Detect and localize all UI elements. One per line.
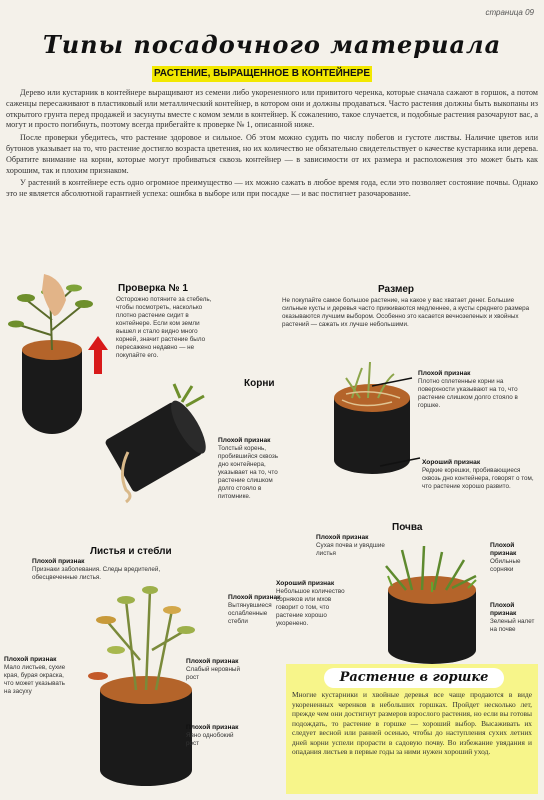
page-number: страница 09 — [485, 8, 534, 17]
roots-bad-left-text: Толстый корень, пробившийся сквозь дно контейнера, указывает на то, что растение слишком долго стояло в питомнике. — [218, 445, 279, 500]
size-heading: Размер — [378, 284, 415, 295]
leaves-bad3-note — [186, 658, 250, 682]
roots-bad-right-label: Плохой признак — [418, 370, 471, 377]
intro-text — [6, 88, 538, 202]
potted-plant-text: Многие кустарники и хвойные деревья все чаще продаются в виде укорененных черенков в небольших горшках. Пройдет несколько лет, прежде чем они достигнут размеров взрослого растения, но если вы готовы подождать, то растение в горшке — хороший выбор. Высаживать их следует весной или ранней осенью, чтобы до наступления сухих летних дней корни успели прорасти в садовую почву. Во избежание увядания и опадания листьев в первые годы за ними нужен хороший уход. — [292, 690, 532, 756]
leaves-bad4-label: Плохой признак — [4, 656, 57, 663]
leaves-bad3-label: Плохой признак — [186, 658, 239, 665]
roots-bad-right-note — [418, 370, 538, 410]
size-text: Не покупайте самое большое растение, на какое у вас хватает денег. Большие сильные кусты и деревья часто приживаются медленнее, а кусты среднего размера оказываются лучшим выбором. Особенно это касается вечнозеленых и хвойных растений — сажать их лучше небольшими. — [282, 297, 530, 328]
soil-bad2-text: Обильные сорняки — [490, 558, 521, 573]
leaves-heading: Листья и стебли — [90, 546, 172, 557]
leaves-plant-illustration — [76, 580, 226, 790]
roots-bad-left-label: Плохой признак — [218, 437, 271, 444]
leaves-bad2-label: Плохой признак — [228, 594, 281, 601]
intro-paragraph: После проверки убедитесь, что растение здоровое и сильное. Об этом можно судить по числу побегов и густоте листвы. Наличие цветов или бутонов указывает на то, что растение достигло возраста цветения, но их количество не обязательно свидетельствует о качестве кустарника или дерева. Обратите внимание на корни, которые могут пробиваться сквозь контейнер — в зависимости от их размера и расположения это может быть как хорошим, так и плохим признаком. — [6, 133, 538, 175]
soil-bad2-label: Плохой признак — [490, 542, 517, 557]
roots-good-text: Редкие корешки, пробивающиеся сквозь дно контейнера, говорят о том, что растение хорошо развито. — [422, 467, 534, 490]
soil-bad3-label: Плохой признак — [490, 602, 517, 617]
leaves-bad5-note — [186, 724, 246, 748]
pointer-line — [380, 458, 420, 468]
soil-bad1-text: Сухая почва и увядшие листья — [316, 542, 385, 557]
soil-good-label: Хороший признак — [276, 580, 335, 587]
intro-paragraph: У растений в контейнере есть одно огромное преимущество — их можно сажать в любое время года, если это позволяет состояние почвы. Однако это не является абсолютной гарантией успеха: ошибка в выборе или при посадке — и вас постигнет разочарование. — [6, 178, 538, 199]
leaves-bad4-text: Мало листьев, сухие края, бурая окраска, что может указывать на засуху — [4, 664, 66, 695]
pointer-line — [372, 378, 412, 388]
section-banner: РАСТЕНИЕ, ВЫРАЩЕННОЕ В КОНТЕЙНЕРЕ — [152, 66, 372, 82]
potted-plant-title: Растение в горшке — [324, 668, 504, 688]
roots-bad-right-text: Плотно сплетенные корни на поверхности указывают на то, что растение слишком долго стояло в горшке. — [418, 378, 518, 409]
roots-good-note — [422, 459, 538, 491]
leaves-bad5-text: Явно однобокий рост — [186, 732, 234, 747]
intro-paragraph: Дерево или кустарник в контейнере выращивают из семени либо укорененного или привитого черенка, которые сначала сажают в горшок, а потом саженцы пересаживают в пластиковый или металлический контейнер, в котором они и должны продаваться. Часто растения должны быть выкопаны из открытого грунта перед продажей и засунуты вместе с комом земли в контейнер. К сожалению, такое случается, и подобные растения разочаруют вас, а могут и просто погибнуть, поэтому всегда прибегайте к проверке № 1, описанной ниже. — [6, 88, 538, 130]
soil-heading: Почва — [392, 522, 423, 533]
soil-good-note — [276, 580, 352, 628]
soil-bad3-note — [490, 602, 540, 634]
roots-heading: Корни — [244, 378, 275, 389]
leaves-bad1-text: Признаки заболевания. Следы вредителей, обесцвеченные листья. — [32, 566, 161, 581]
soil-bad3-text: Зеленый налет на почве — [490, 618, 535, 633]
leaves-bad1-label: Плохой признак — [32, 558, 85, 565]
leaves-bad4-note — [4, 656, 68, 696]
soil-bad2-note — [490, 542, 540, 574]
leaves-bad1-note — [32, 558, 202, 582]
leaves-bad5-label: Плохой признак — [186, 724, 239, 731]
check1-heading: Проверка № 1 — [118, 283, 188, 294]
soil-good-text: Небольшое количество сорняков или мхов говорит о том, что растение хорошо укоренено. — [276, 588, 345, 627]
roots-bad-left-note — [218, 437, 280, 501]
pull-up-arrow-icon — [88, 336, 108, 376]
leaves-bad2-text: Вытянувшиеся ослабленные стебли — [228, 602, 272, 625]
leaves-bad3-text: Слабый неровный рост — [186, 666, 240, 681]
check1-text: Осторожно потяните за стебель, чтобы посмотреть, насколько плотно растение сидит в контейнере. Если ком земли вышел и стало видно много корней, значит растение было пересажено недавно — не покупайте его. — [116, 296, 212, 359]
page-title: Типы посадочного материала — [42, 30, 502, 59]
roots-left-illustration — [96, 392, 216, 502]
soil-plant-illustration — [372, 546, 502, 666]
roots-good-label: Хороший признак — [422, 459, 481, 466]
soil-bad1-label: Плохой признак — [316, 534, 369, 541]
